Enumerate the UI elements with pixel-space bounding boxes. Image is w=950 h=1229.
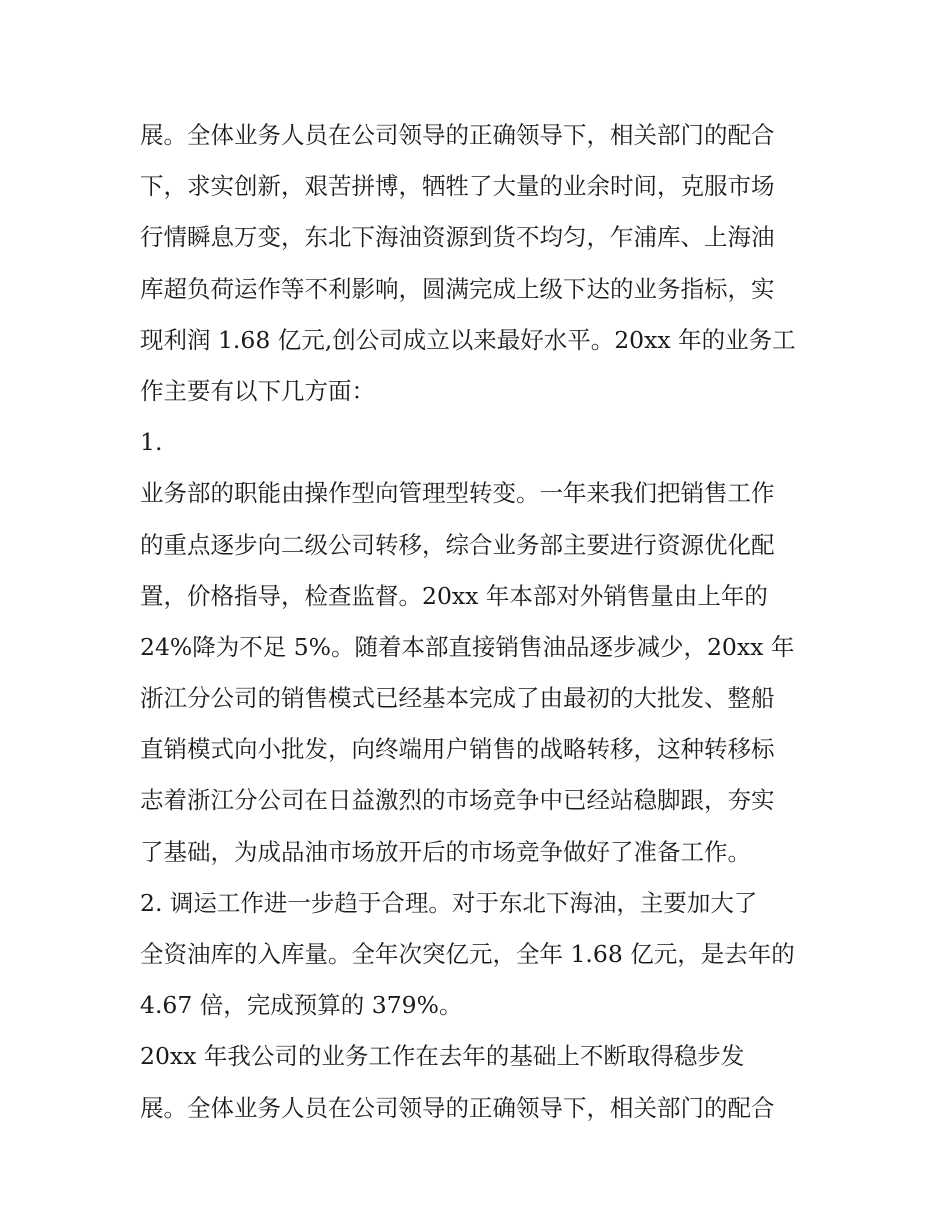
text-line: 24%降为不足 5%。随着本部直接销售油品逐步减少，20xx 年 bbox=[140, 632, 795, 661]
text-line: 作主要有以下几方面： bbox=[140, 376, 375, 405]
text-line: 2. 调运工作进一步趋于合理。对于东北下海油，主要加大了 bbox=[140, 888, 758, 917]
text-line: 下，求实创新，艰苦拼博，牺牲了大量的业余时间，克服市场 bbox=[140, 172, 775, 201]
text-line: 了基础，为成品油市场放开后的市场竞争做好了准备工作。 bbox=[140, 837, 751, 866]
list-number: 1. bbox=[140, 428, 163, 457]
text-line: 业务部的职能由操作型向管理型转变。一年来我们把销售工作 bbox=[140, 479, 775, 508]
text-line: 浙江分公司的销售模式已经基本完成了由最初的大批发、整船 bbox=[140, 684, 775, 713]
text-line: 全资油库的入库量。全年次突亿元，全年 1.68 亿元，是去年的 bbox=[140, 940, 795, 968]
text-line: 志着浙江分公司在日益激烈的市场竞争中已经站稳脚跟，夯实 bbox=[140, 786, 775, 815]
text-line: 的重点逐步向二级公司转移，综合业务部主要进行资源优化配 bbox=[140, 530, 775, 559]
text-line: 现利润 1.68 亿元,创公司成立以来最好水平。20xx 年的业务工 bbox=[140, 325, 796, 354]
text-line: 展。全体业务人员在公司领导的正确领导下，相关部门的配合 bbox=[140, 121, 775, 149]
text-line: 直销模式向小批发，向终端用户销售的战略转移，这种转移标 bbox=[140, 735, 775, 764]
document-body bbox=[140, 110, 820, 1134]
text-line: 20xx 年我公司的业务工作在去年的基础上不断取得稳步发 bbox=[140, 1042, 745, 1071]
text-line: 置，价格指导，检查监督。20xx 年本部对外销售量由上年的 bbox=[140, 581, 768, 610]
text-line: 行情瞬息万变，东北下海油资源到货不均匀，乍浦库、上海油 bbox=[140, 223, 775, 252]
text-line: 库超负荷运作等不利影响，圆满完成上级下达的业务指标，实 bbox=[140, 274, 775, 303]
text-line: 展。全体业务人员在公司领导的正确领导下，相关部门的配合 bbox=[140, 1093, 775, 1122]
text-line: 4.67 倍，完成预算的 379%。 bbox=[140, 991, 463, 1020]
